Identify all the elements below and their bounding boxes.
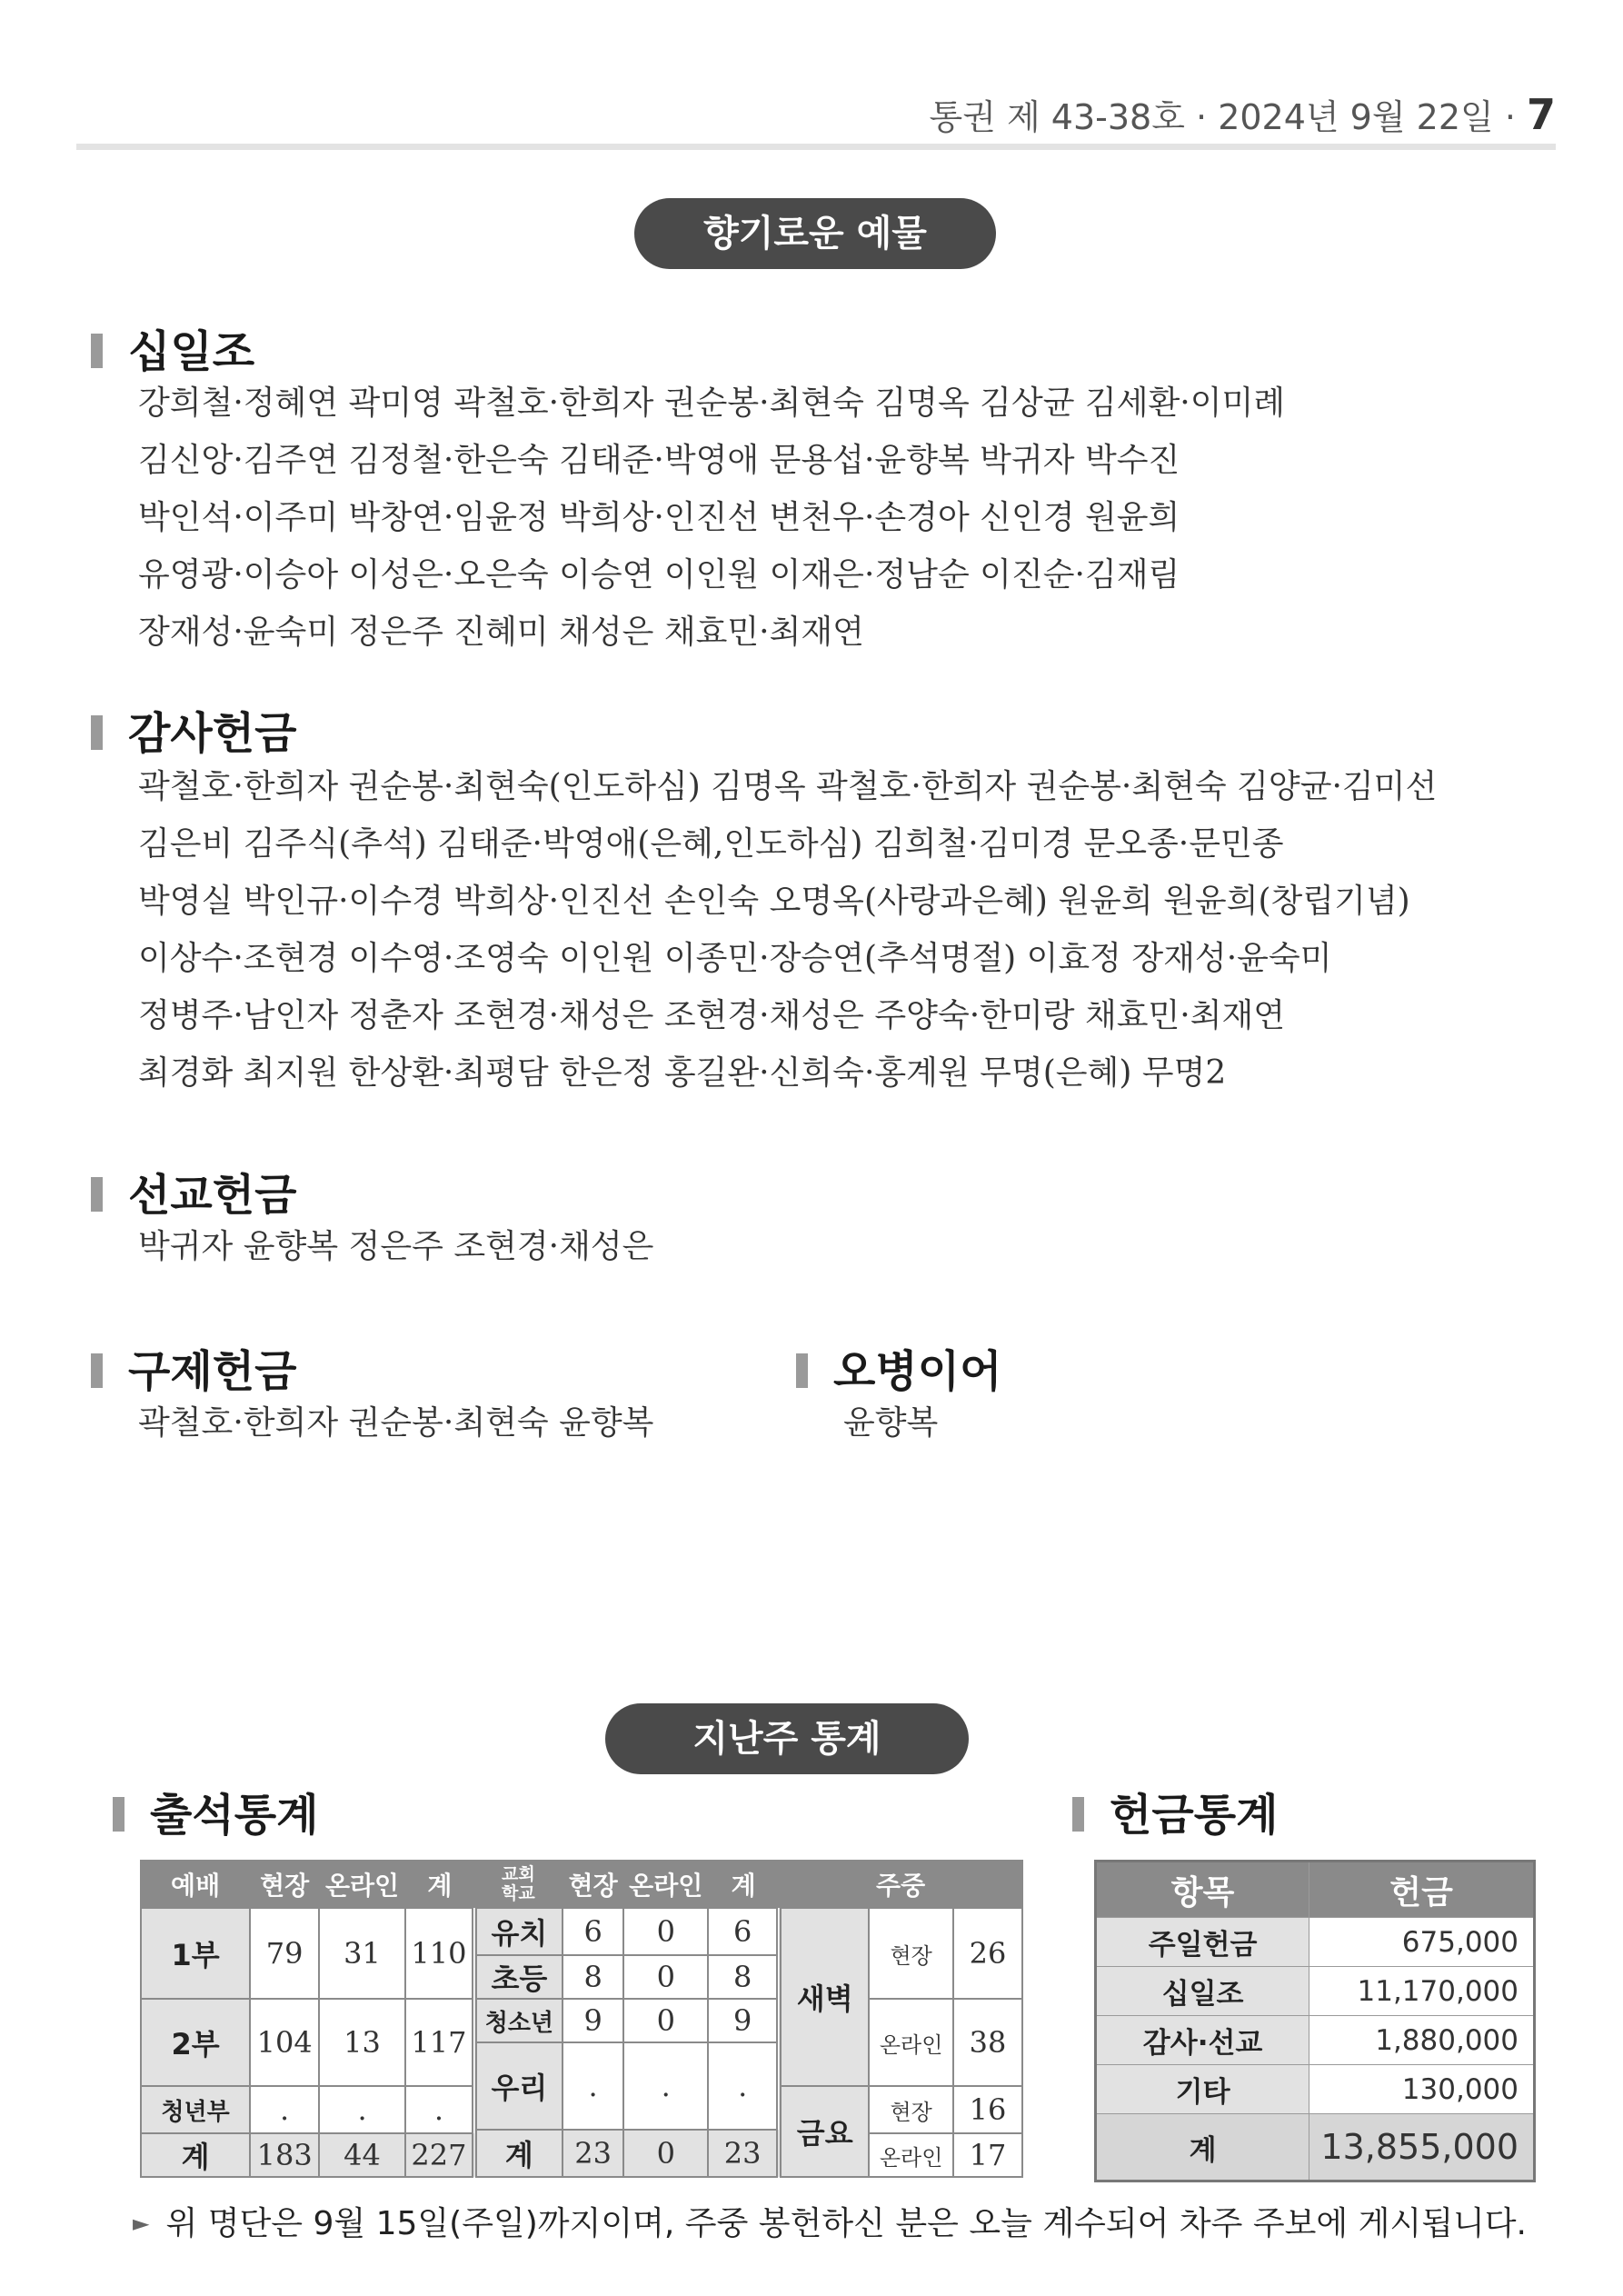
issue-date: 2024년 9월 22일 [1218, 97, 1494, 137]
school-onsite: . [563, 2042, 623, 2130]
header-church-school: 교회 학교 [474, 1861, 563, 1908]
name-line: 박귀자 윤향복 정은주 조현경·채성은 [138, 1228, 654, 1265]
name-line: 곽철호·한희자 권순봉·최현숙 윤향복 [138, 1404, 654, 1442]
triangle-bullet-icon: ► [133, 2211, 150, 2236]
midweek-type: 온라인 [869, 2133, 953, 2177]
money-item: 감사·선교 [1096, 2016, 1309, 2065]
heading-bar [91, 1353, 103, 1388]
fivetwo-names [843, 1394, 938, 1452]
worship-total-label: 계 [141, 2133, 250, 2177]
heading-bar [91, 715, 103, 750]
header-online: 온라인 [623, 1861, 708, 1908]
header-onsite: 현장 [563, 1861, 623, 1908]
school-total: . [708, 2042, 779, 2130]
money-amount: 675,000 [1309, 1918, 1535, 1967]
money-item: 주일헌금 [1096, 1918, 1309, 1967]
table-row [1096, 1967, 1535, 2016]
header-item: 항목 [1096, 1862, 1309, 1918]
midweek-value: 38 [953, 1999, 1022, 2086]
heading-bar [1072, 1797, 1084, 1832]
midweek-type: 현장 [869, 1908, 953, 1999]
money-total-amount: 13,855,000 [1309, 2114, 1535, 2181]
school-total: 9 [708, 1999, 779, 2042]
money-amount: 11,170,000 [1309, 1967, 1535, 2016]
midweek-label: 새벽 [779, 1908, 869, 2086]
table-row [1096, 2016, 1535, 2065]
worship-online: 31 [319, 1908, 405, 1999]
school-label: 우리 [474, 2042, 563, 2130]
header-total: 계 [708, 1861, 779, 1908]
midweek-type: 온라인 [869, 1999, 953, 2086]
thanksgiving-heading: 감사헌금 [91, 698, 296, 761]
money-amount: 130,000 [1309, 2065, 1535, 2114]
relief-heading: 구제헌금 [91, 1336, 296, 1399]
school-total-label: 계 [474, 2130, 563, 2177]
name-line: 박영실 박인규·이수경 박희상·인진선 손인숙 오명옥(사랑과은혜) 원윤희 원윤희(창립기념) [138, 883, 1410, 920]
school-online: . [623, 2042, 708, 2130]
header-total: 계 [405, 1861, 474, 1908]
name-line: 정병주·남인자 정춘자 조현경·채성은 조현경·채성은 주양숙·한미랑 채효민·최재연 [138, 997, 1286, 1034]
mission-heading: 선교헌금 [91, 1160, 296, 1223]
footnote-text: 위 명단은 9월 15일(주일)까지이며, 주중 봉헌하신 분은 오늘 계수되어 차주 주보에 게시됩니다. [165, 2205, 1527, 2242]
attendance-table [140, 1860, 1023, 2178]
money-amount: 1,880,000 [1309, 2016, 1535, 2065]
table-row [141, 1908, 1022, 1955]
worship-label: 청년부 [141, 2086, 250, 2133]
school-online: 0 [623, 1908, 708, 1955]
name-line: 곽철호·한희자 권순봉·최현숙(인도하심) 김명옥 곽철호·한희자 권순봉·최현숙 김양균·김미선 [138, 768, 1438, 805]
header-amount: 헌금 [1309, 1862, 1535, 1918]
school-total: 23 [708, 2130, 779, 2177]
midweek-type: 현장 [869, 2086, 953, 2133]
attendance-header-row [141, 1861, 1022, 1908]
name-line: 최경화 최지원 한상환·최평담 한은정 홍길완·신희숙·홍계원 무명(은혜) 무명2 [138, 1054, 1227, 1092]
school-onsite: 6 [563, 1908, 623, 1955]
money-total-row [1096, 2114, 1535, 2181]
header-onsite: 현장 [250, 1861, 319, 1908]
school-onsite: 9 [563, 1999, 623, 2042]
header-divider [76, 144, 1556, 150]
issue-number: 통권 제 43-38호 [929, 97, 1185, 137]
worship-onsite: 104 [250, 1999, 319, 2086]
worship-onsite: . [250, 2086, 319, 2133]
school-label: 청소년 [474, 1999, 563, 2042]
name-line: 김은비 김주식(추석) 김태준·박영애(은혜,인도하심) 김희철·김미경 문오종·문민종 [138, 825, 1284, 863]
table-row [1096, 1918, 1535, 1967]
school-total: 6 [708, 1908, 779, 1955]
money-header-row [1096, 1862, 1535, 1918]
worship-total: 117 [405, 1999, 474, 2086]
name-line: 박인석·이주미 박창연·임윤정 박희상·인진선 변천우·손경아 신인경 원윤희 [138, 499, 1180, 536]
money-table [1094, 1860, 1536, 2182]
money-item: 십일조 [1096, 1967, 1309, 2016]
page-number: 7 [1526, 90, 1556, 139]
school-online: 0 [623, 1999, 708, 2042]
worship-total: 227 [405, 2133, 474, 2177]
worship-total: 110 [405, 1908, 474, 1999]
attendance-heading: 출석통계 [113, 1780, 318, 1842]
name-line: 강희철·정혜연 곽미영 곽철호·한희자 권순봉·최현숙 김명옥 김상균 김세환·이미례 [138, 384, 1286, 422]
mission-names [138, 1218, 653, 1275]
worship-total: . [405, 2086, 474, 2133]
money-heading: 헌금통계 [1072, 1780, 1278, 1842]
money-item: 기타 [1096, 2065, 1309, 2114]
heading-bar [113, 1797, 124, 1832]
midweek-value: 26 [953, 1908, 1022, 1999]
school-label: 유치 [474, 1908, 563, 1955]
name-line: 윤향복 [843, 1404, 939, 1442]
tithe-names [138, 374, 1285, 661]
worship-onsite: 183 [250, 2133, 319, 2177]
midweek-value: 17 [953, 2133, 1022, 2177]
midweek-value: 16 [953, 2086, 1022, 2133]
worship-label: 1부 [141, 1908, 250, 1999]
worship-onsite: 79 [250, 1908, 319, 1999]
table-row [141, 1999, 1022, 2042]
worship-online: 44 [319, 2133, 405, 2177]
page-header: 통권 제 43-38호 · 2024년 9월 22일 · 7 [929, 90, 1556, 139]
stats-section-title: 지난주 통계 [605, 1703, 969, 1774]
heading-bar [91, 1177, 103, 1212]
school-onsite: 23 [563, 2130, 623, 2177]
tithe-heading: 십일조 [91, 316, 254, 379]
header-midweek: 주중 [779, 1861, 1022, 1908]
heading-bar [796, 1353, 808, 1388]
school-online: 0 [623, 2130, 708, 2177]
fivetwo-heading: 오병이어 [796, 1336, 1001, 1399]
school-onsite: 8 [563, 1955, 623, 1999]
relief-names [138, 1394, 653, 1452]
offerings-section-title: 향기로운 예물 [634, 198, 996, 269]
name-line: 유영광·이승아 이성은·오은숙 이승연 이인원 이재은·정남순 이진순·김재림 [138, 556, 1180, 594]
header-online: 온라인 [319, 1861, 405, 1908]
name-line: 장재성·윤숙미 정은주 진혜미 채성은 채효민·최재연 [138, 614, 864, 651]
worship-online: 13 [319, 1999, 405, 2086]
header-worship: 예배 [141, 1861, 250, 1908]
worship-label: 2부 [141, 1999, 250, 2086]
name-line: 김신앙·김주연 김정철·한은숙 김태준·박영애 문용섭·윤향복 박귀자 박수진 [138, 442, 1180, 479]
worship-online: . [319, 2086, 405, 2133]
school-label: 초등 [474, 1955, 563, 1999]
thanksgiving-names [138, 758, 1437, 1102]
table-row [1096, 2065, 1535, 2114]
money-total-label: 계 [1096, 2114, 1309, 2181]
school-online: 0 [623, 1955, 708, 1999]
name-line: 이상수·조현경 이수영·조영숙 이인원 이종민·장승연(추석명절) 이효정 장재성·윤숙미 [138, 940, 1332, 977]
heading-bar [91, 334, 103, 368]
school-total: 8 [708, 1955, 779, 1999]
midweek-label: 금요 [779, 2086, 869, 2177]
footnote [133, 2198, 1527, 2244]
